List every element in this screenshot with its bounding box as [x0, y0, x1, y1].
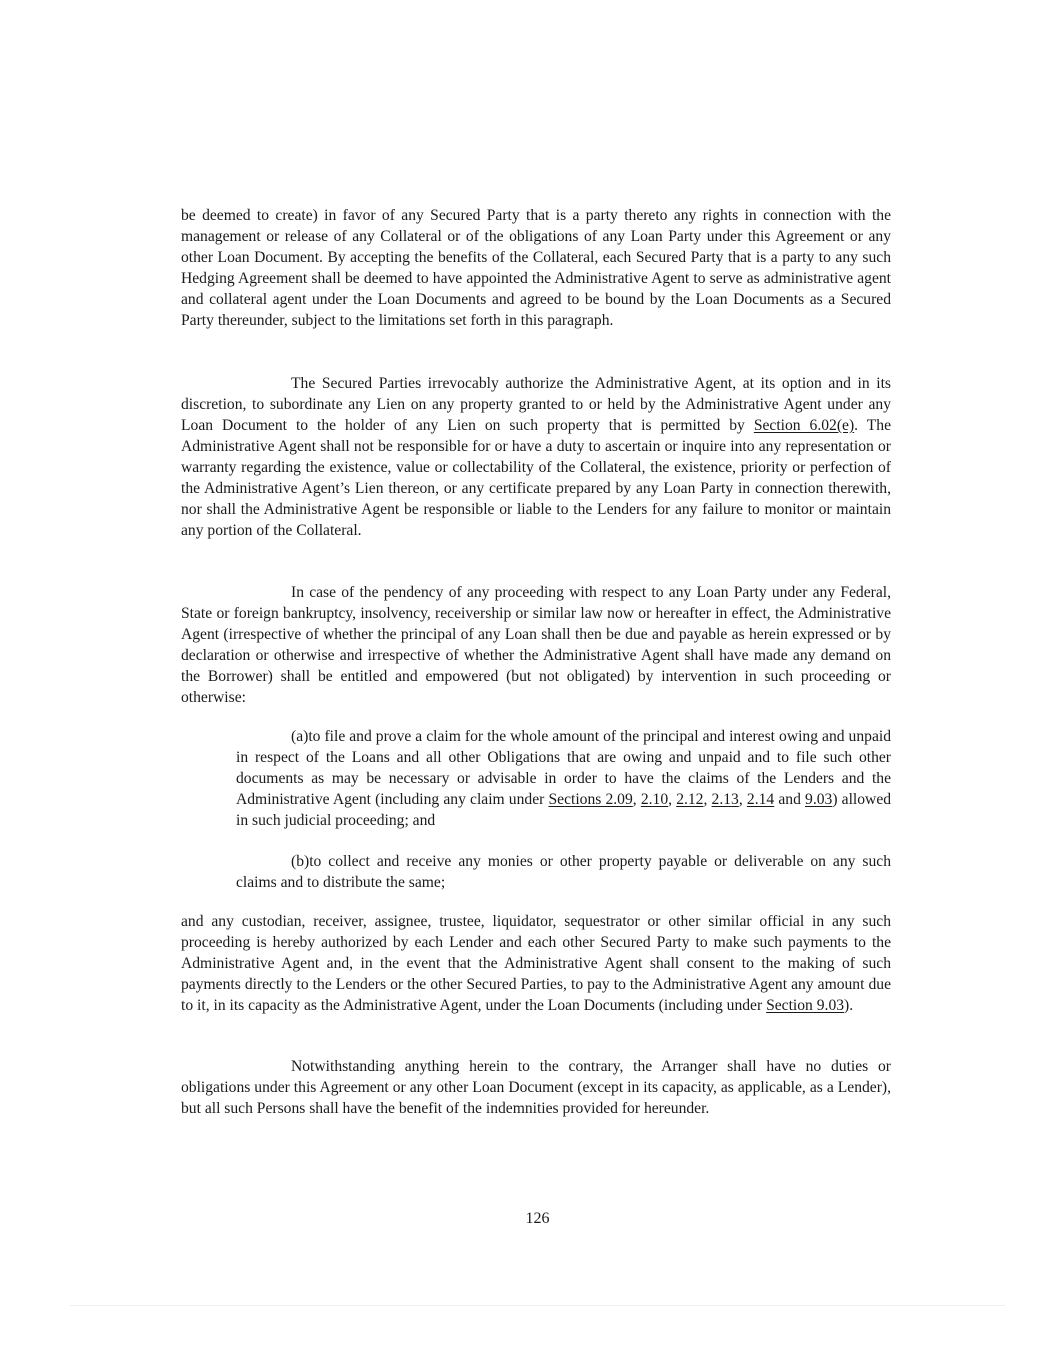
- section-reference: 2.12: [676, 791, 704, 808]
- list-item-a: [236, 726, 891, 831]
- list-item-label: (b): [291, 853, 310, 870]
- section-reference: 2.14: [746, 791, 775, 808]
- separator: ,: [703, 791, 712, 808]
- separator: ,: [632, 791, 641, 808]
- section-reference: Sections 2.09: [548, 791, 633, 808]
- section-reference: Section 9.03: [766, 997, 845, 1014]
- separator: and: [774, 791, 806, 808]
- list-item-b: [236, 851, 891, 893]
- footer-divider: [70, 1305, 1005, 1306]
- list-item-text: to file and prove a claim for the whole amount of the principal and interest owing and unpaid in respect of the Loans and all other Obligations that are owing and unpaid and to file such other documents as may be necessary or advisable in order to have the claims of the Lenders and the Administrative Agent (including any claim under: [236, 728, 891, 808]
- paragraph-custodian: [181, 911, 891, 1016]
- section-reference: 2.13: [711, 791, 739, 808]
- paragraph-text: and any custodian, receiver, assignee, trustee, liquidator, sequestrator or other similar official in any such proceeding is hereby authorized by each Lender and each other Secured Party to make such payments to the Administrative Agent and, in the event that the Administrative Agent shall consent to the making of such payments directly to the Lenders or the other Secured Parties, to pay to the Administrative Agent any amount due to it, in its capacity as the Administrative Agent, under the Loan Documents (including under: [181, 913, 891, 1014]
- paragraph-continuation: be deemed to create) in favor of any Secured Party that is a party thereto any rights in connection with the management or release of any Collateral or of the obligations of any Loan Party under this Agreement or any other Loan Document. By accepting the benefits of the Collateral, each Secured Party that is a party to any such Hedging Agreement shall be deemed to have appointed the Administrative Agent to serve as administrative agent and collateral agent under the Loan Documents and agreed to be bound by the Loan Documents as a Secured Party thereunder, subject to the limitations set forth in this paragraph.: [181, 207, 891, 329]
- list-item-label: (a): [291, 728, 309, 745]
- paragraph-arranger: Notwithstanding anything herein to the contrary, the Arranger shall have no duties or obligations under this Agreement or any other Loan Document (except in its capacity, as applicable, as a Lender), but all such Persons shall have the benefit of the indemnities provided for hereunder.: [181, 1058, 891, 1117]
- page-number: 126: [525, 1210, 550, 1227]
- section-reference: Section 6.02(e): [753, 417, 855, 434]
- paragraph-text: . The Administrative Agent shall not be responsible for or have a duty to ascertain or inquire into any representation or warranty regarding the existence, value or collectability of the Collateral, the existence, priority or perfection of the Administrative Agent’s Lien thereon, or any certificate prepared by any Loan Party in connection therewith, nor shall the Administrative Agent be responsible or liable to the Lenders for any failure to monitor or maintain any portion of the Collateral.: [181, 417, 891, 539]
- section-reference: 9.03: [805, 791, 833, 808]
- section-reference: 2.10: [640, 791, 669, 808]
- list-item-text: ) allowed in such judicial proceeding; and: [236, 791, 892, 829]
- paragraph-text: ).: [844, 997, 854, 1014]
- paragraph-proceedings: In case of the pendency of any proceeding with respect to any Loan Party under any Federal, State or foreign bankruptcy, insolvency, receivership or similar law now or hereafter in effect, the Administrative Agent (irrespective of whether the principal of any Loan shall then be due and payable as herein expressed or by declaration or otherwise and irrespective of whether the Administrative Agent shall have made any demand on the Borrower) shall be entitled and empowered (but not obligated) by intervention in such proceeding or otherwise:: [181, 584, 891, 706]
- paragraph-text: The Secured Parties irrevocably authorize the Administrative Agent, at its option and in its discretion, to subordinate any Lien on any property granted to or held by the Administrative Agent under any Loan Document to the holder of any Lien on such property that is permitted by: [181, 375, 891, 434]
- separator: ,: [668, 791, 677, 808]
- paragraph-lien-subordination: [181, 373, 891, 541]
- separator: ,: [738, 791, 747, 808]
- list-item-text: to collect and receive any monies or other property payable or deliverable on any such claims and to distribute the same;: [236, 853, 891, 891]
